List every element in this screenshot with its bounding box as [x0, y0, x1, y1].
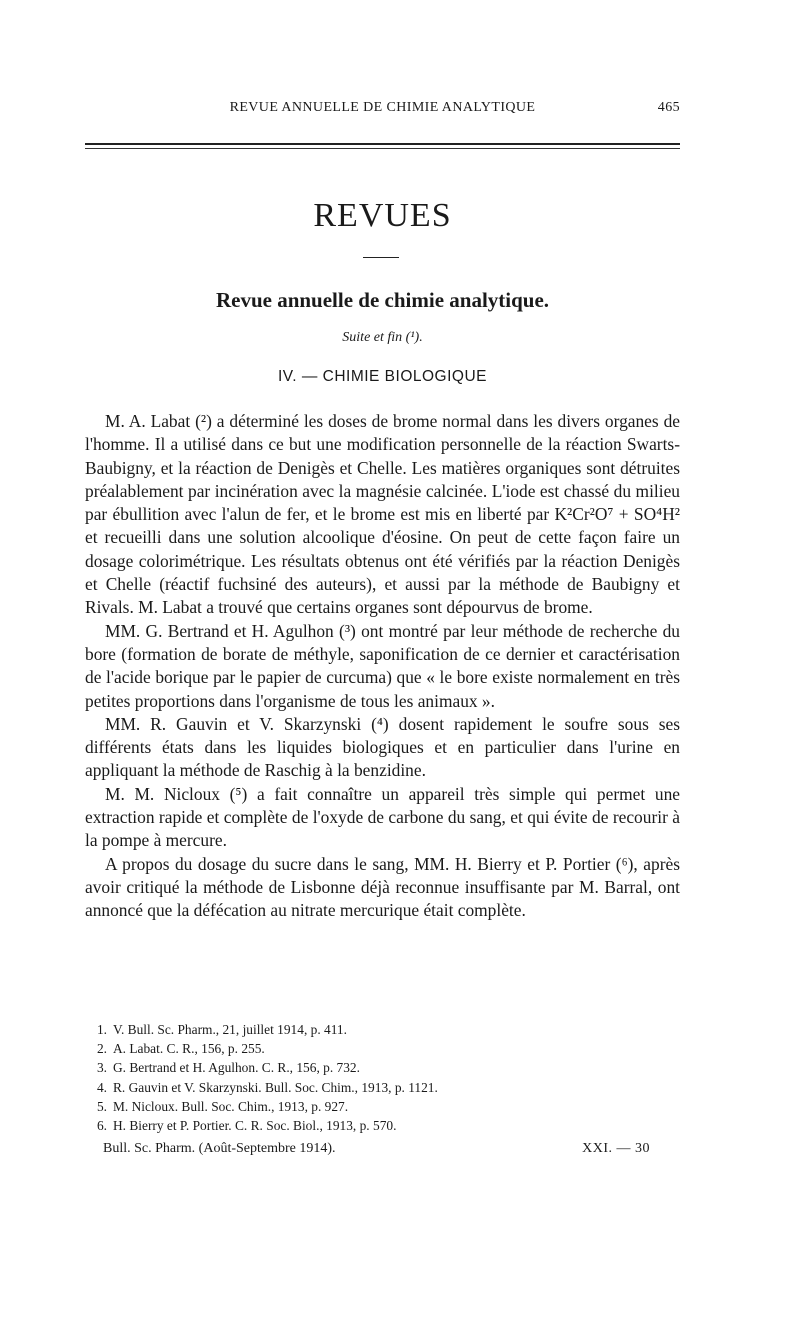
- footnote: [85, 1097, 680, 1116]
- paragraph: M. M. Nicloux (⁵) a fait connaître un appareil très simple qui permet une extraction rapide et complète de l'oxyde de carbone du sang, et qui évite de recourir à la pompe à mercure.: [85, 783, 680, 851]
- footnote: [85, 1039, 680, 1058]
- footnote-number: 1.: [96, 1022, 107, 1037]
- footnote-text: V. Bull. Sc. Pharm., 21, juillet 1914, p. 411.: [113, 1022, 347, 1037]
- running-title: REVUE ANNUELLE DE CHIMIE ANALYTIQUE: [229, 100, 536, 115]
- section-heading: IV. — CHIMIE BIOLOGIQUE: [277, 368, 488, 385]
- paragraph: MM. G. Bertrand et H. Agulhon (³) ont montré par leur méthode de recherche du bore (formation de borate de méthyle, saponification de ce dernier et caractérisation de l'acide borique par le papier de curcuma) que « le bore existe normalement en très petites proportions dans l'organisme de tous les animaux ».: [85, 620, 680, 711]
- footnotes: [85, 1020, 680, 1135]
- footnote-number: 6.: [96, 1118, 107, 1134]
- continuation-note: Suite et fin (¹).: [342, 330, 423, 345]
- footnote-text: A. Labat. C. R., 156, p. 255.: [113, 1041, 265, 1057]
- footnote-number: 3.: [96, 1060, 107, 1076]
- footnote-text: R. Gauvin et V. Skarzynski. Bull. Soc. Chim., 1913, p. 1121.: [113, 1079, 438, 1095]
- footnote-text: G. Bertrand et H. Agulhon. C. R., 156, p. 732.: [113, 1060, 360, 1076]
- header-rule-thick: [85, 143, 680, 145]
- footnote-text: H. Bierry et P. Portier. C. R. Soc. Biol., 1913, p. 570.: [113, 1118, 397, 1134]
- body-text: [85, 410, 680, 923]
- header-rule-thin: [85, 148, 680, 149]
- running-head: [85, 100, 680, 120]
- footnote: [85, 1116, 680, 1135]
- article-title: Revue annuelle de chimie analytique.: [215, 288, 550, 312]
- footnote-number: 4.: [96, 1079, 107, 1095]
- footnote: [85, 1058, 680, 1077]
- page-footer: [85, 1141, 680, 1161]
- volume-signature: XXI. — 30: [582, 1141, 650, 1156]
- footnote: [85, 1020, 680, 1039]
- paragraph: A propos du dosage du sucre dans le sang, MM. H. Bierry et P. Portier (⁶), après avoir critiqué la méthode de Lisbonne déjà reconnue insuffisante par M. Barral, ont annoncé que la défécation au nitrate mercurique était complète.: [85, 853, 680, 921]
- title-divider: [363, 257, 399, 258]
- footnote-number: 5.: [96, 1098, 107, 1114]
- journal-citation: Bull. Sc. Pharm. (Août-Septembre 1914).: [103, 1141, 336, 1156]
- footnote-number: 2.: [96, 1041, 107, 1057]
- paragraph: MM. R. Gauvin et V. Skarzynski (⁴) dosent rapidement le soufre sous ses différents états dans les liquides biologiques et en particulier dans l'urine en appliquant la méthode de Raschig à la benzidine.: [85, 713, 680, 781]
- footnote: [85, 1078, 680, 1097]
- footnote-text: M. Nicloux. Bull. Soc. Chim., 1913, p. 927.: [113, 1098, 349, 1114]
- section-title: REVUES: [313, 197, 452, 234]
- page-number: 465: [657, 100, 680, 115]
- paragraph: M. A. Labat (²) a déterminé les doses de brome normal dans les divers organes de l'homme. Il a utilisé dans ce but une modification personnelle de la réaction Swarts-Baubigny, et la réaction de Denigès et Chelle. Les matières organiques sont détruites préalablement par incinération avec la magnésie calcinée. L'iode est chassé du milieu par ébullition avec l'alun de fer, et le brome est mis en liberté par K²Cr²O⁷ + SO⁴H² et recueilli dans une solution alcoolique d'éosine. On peut de cette façon faire un dosage colorimétrique. Les résultats obtenus ont été vérifiés par la réaction Denigès et Chelle (réactif fuchsiné des auteurs), et aussi par la méthode de Baubigny et Rivals. M. Labat a trouvé que certains organes sont dépourvus de brome.: [85, 411, 680, 618]
